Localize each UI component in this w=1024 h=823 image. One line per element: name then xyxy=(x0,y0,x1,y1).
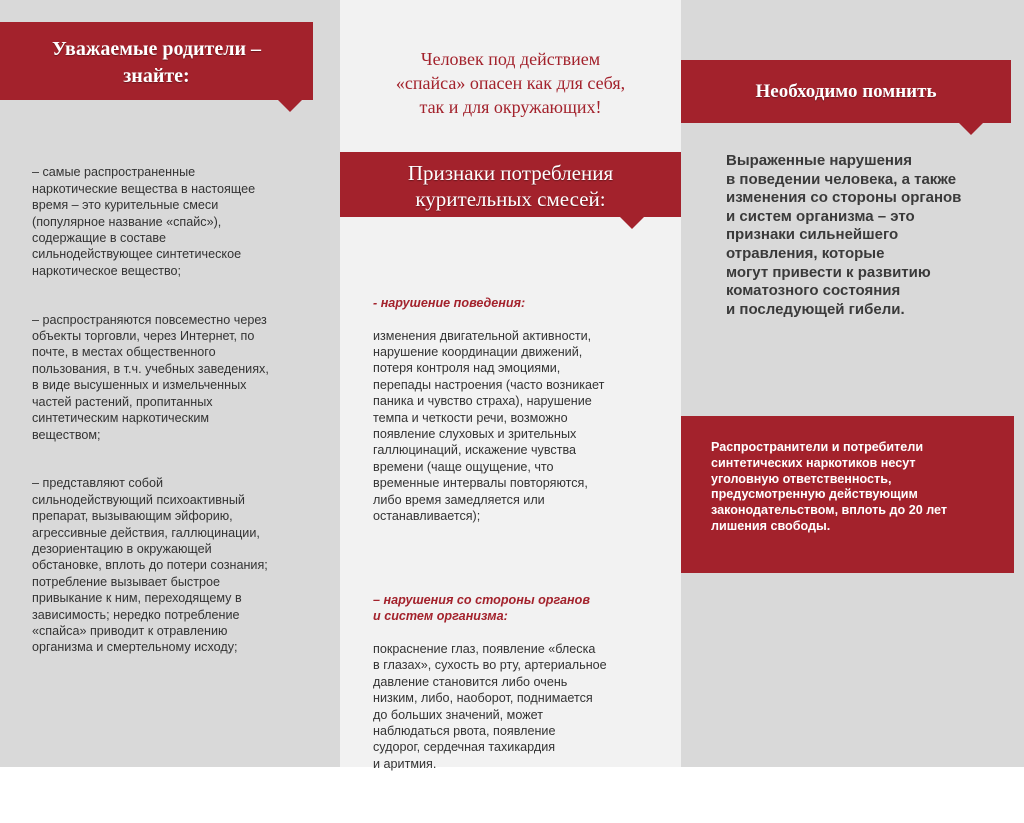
banner-notch xyxy=(620,217,644,229)
remember-banner-text: Необходимо помнить xyxy=(755,81,937,102)
signs-section-organs xyxy=(373,575,673,788)
parents-info-text xyxy=(32,148,328,688)
section-body: покраснение глаз, появление «блеска в глазах», сухость во рту, артериальное давление становится либо очень низким, либо, наоборот, поднимается до больших значений, может наблюдаться рвота, появление судорог, сердечная тахикардия и аритмия. xyxy=(373,641,607,771)
banner-notch xyxy=(278,100,302,112)
signs-banner-text: Признаки потребления курительных смесей: xyxy=(407,161,614,211)
info-paragraph: – распространяются повсеместно через объекты торговли, через Интернет, по почте, в местах общественного пользования, в т.ч. учебных заведениях, в виде высушенных и измельченных частей растений, пропитанных синтетическим наркотическим веществом; xyxy=(32,312,269,442)
signs-section-behavior xyxy=(373,278,673,541)
signs-banner xyxy=(340,152,681,217)
remember-text: Выраженные нарушения в поведении человека, а также изменения со стороны органов и систем организма – это признаки сильнейшего отравления, которые могут привести к развитию коматозного состояния и последующей гибели. xyxy=(726,152,962,318)
section-heading: – нарушения со стороны органов и систем организма: xyxy=(373,592,590,624)
parents-banner xyxy=(0,22,313,100)
remember-banner xyxy=(681,60,1011,123)
banner-notch xyxy=(959,123,983,135)
parents-banner-text: Уважаемые родители – знайте: xyxy=(52,38,261,87)
info-paragraph: – самые распространенные наркотические вещества в настоящее время – это курительные смеси (популярное название «спайс»), содержащие в составе сильнодействующее синтетическое наркотическое вещество; xyxy=(32,165,256,278)
signs-list xyxy=(373,262,673,823)
liability-text: Распространители и потребители синтетических наркотиков несут уголовную ответственность, предусмотренную действующим законодательством, вплоть до 20 лет лишения свободы. xyxy=(711,440,948,533)
info-paragraph: – представляют собой сильнодействующий психоактивный препарат, вызывающим эйфорию, агрессивные действия, галлюцинации, дезориентацию в окружающей обстановке, вплоть до потери сознания; потребление вызывает быстрое привыкание к ним, переходящему в зависимость; нередко потребление «спайса» приводит к отравлению организма и смертельному исходу; xyxy=(32,476,268,655)
section-heading: - нарушение поведения: xyxy=(373,295,526,310)
danger-title: Человек под действием «спайса» опасен как для себя, так и для окружающих! xyxy=(395,49,626,117)
section-body: изменения двигательной активности, нарушение координации движений, потеря контроля над эмоциями, перепады настроения (часто возникает паника и чувство страха), нарушение темпа и четкости речи, возможно появление слуховых и зрительных галлюцинаций, искажение чувства времени (чаще ощущение, что временные интервалы повторяются, либо время замедляется или останавливается); xyxy=(373,328,605,524)
